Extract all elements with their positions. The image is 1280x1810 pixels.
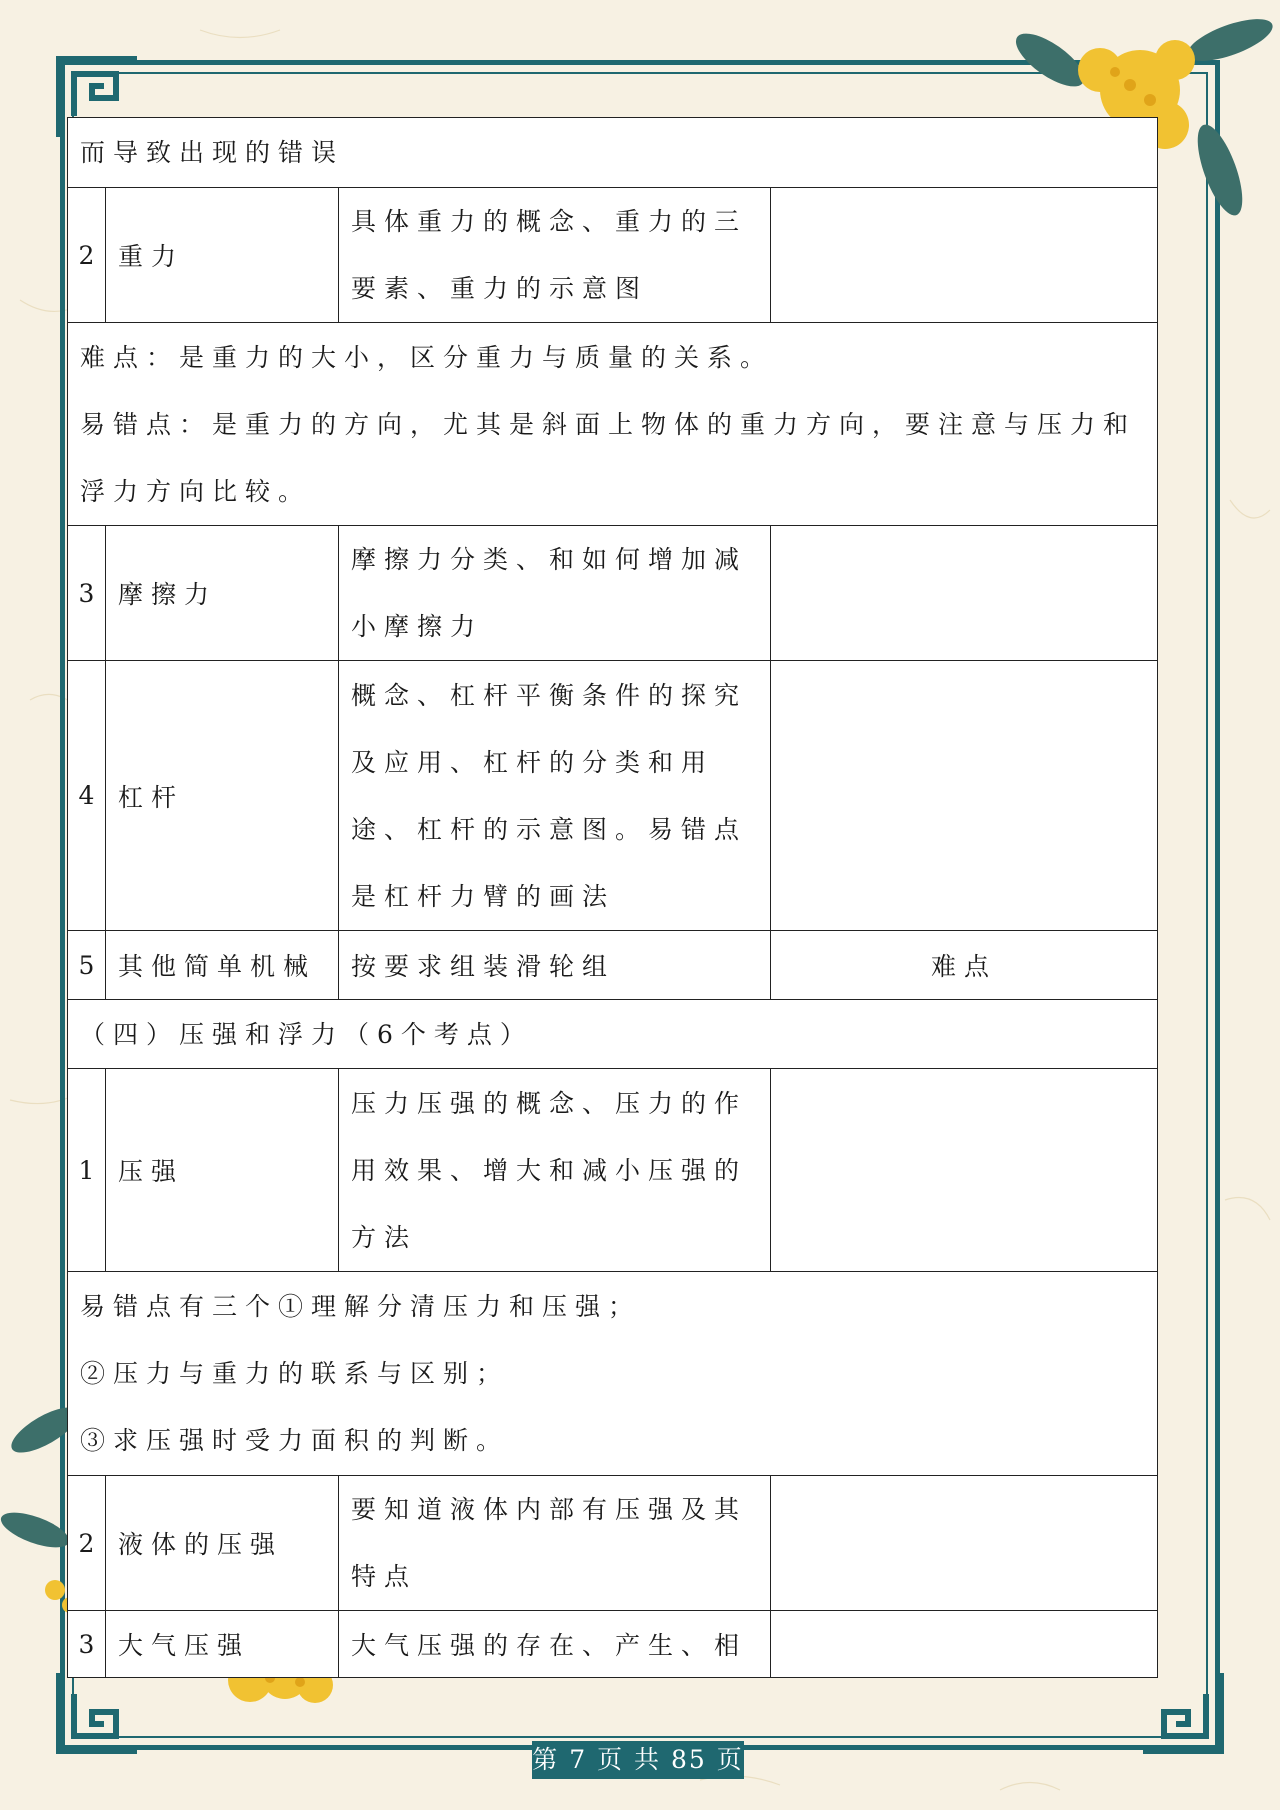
difficulty-line: ③求压强时受力面积的判断。	[80, 1426, 510, 1455]
table-row	[68, 526, 1158, 661]
row-number: 5	[68, 931, 106, 1000]
content-cell: 概念、杠杆平衡条件的探究及应用、杠杆的分类和用途、杠杆的示意图。易错点是杠杆力臂的画法	[339, 661, 771, 931]
content-cell: 按要求组装滑轮组	[339, 931, 771, 1000]
note-cell	[771, 1611, 1158, 1678]
difficulty-note-pressure	[68, 1272, 1158, 1476]
table-row	[68, 1611, 1158, 1678]
table-row	[68, 323, 1158, 526]
table-row	[68, 1476, 1158, 1611]
note-cell	[771, 188, 1158, 323]
topic-cell: 大气压强	[106, 1611, 339, 1678]
row-number: 3	[68, 526, 106, 661]
intro-text: 而导致出现的错误	[68, 118, 1158, 188]
table-row	[68, 1272, 1158, 1476]
section-heading: （四）压强和浮力（6个考点）	[68, 1000, 1158, 1069]
topic-cell: 杠杆	[106, 661, 339, 931]
error-prone-line: 易错点：是重力的方向，尤其是斜面上物体的重力方向，要注意与压力和浮力方向比较。	[80, 409, 1137, 506]
table-row	[68, 931, 1158, 1000]
difficulty-note-gravity	[68, 323, 1158, 526]
topic-cell: 重力	[106, 188, 339, 323]
table-row	[68, 118, 1158, 188]
topic-cell: 液体的压强	[106, 1476, 339, 1611]
row-number: 2	[68, 188, 106, 323]
content-cell: 摩擦力分类、和如何增加减小摩擦力	[339, 526, 771, 661]
table-row	[68, 661, 1158, 931]
content-cell: 要知道液体内部有压强及其特点	[339, 1476, 771, 1611]
row-number: 2	[68, 1476, 106, 1611]
table-row	[68, 1000, 1158, 1069]
row-number: 3	[68, 1611, 106, 1678]
note-cell	[771, 661, 1158, 931]
table-row	[68, 1069, 1158, 1272]
note-cell	[771, 1476, 1158, 1611]
topic-cell: 摩擦力	[106, 526, 339, 661]
row-number: 4	[68, 661, 106, 931]
topic-cell: 压强	[106, 1069, 339, 1272]
corner-ornament-bottom-right	[1140, 1670, 1224, 1754]
content-table	[67, 117, 1158, 1678]
content-cell: 压力压强的概念、压力的作用效果、增大和减小压强的方法	[339, 1069, 771, 1272]
note-cell: 难点	[771, 931, 1158, 1000]
table-row	[68, 188, 1158, 323]
difficulty-line: ②压力与重力的联系与区别；	[80, 1359, 510, 1388]
difficulty-line: 易错点有三个①理解分清压力和压强；	[80, 1292, 642, 1321]
corner-ornament-bottom-left	[56, 1670, 140, 1754]
topic-cell: 其他简单机械	[106, 931, 339, 1000]
content-cell: 具体重力的概念、重力的三要素、重力的示意图	[339, 188, 771, 323]
content-cell: 大气压强的存在、产生、相	[339, 1611, 771, 1678]
difficulty-line: 难点：是重力的大小，区分重力与质量的关系。	[80, 342, 774, 372]
row-number: 1	[68, 1069, 106, 1272]
note-cell	[771, 526, 1158, 661]
page-number-label: 第 7 页 共 85 页	[532, 1741, 744, 1779]
note-cell	[771, 1069, 1158, 1272]
